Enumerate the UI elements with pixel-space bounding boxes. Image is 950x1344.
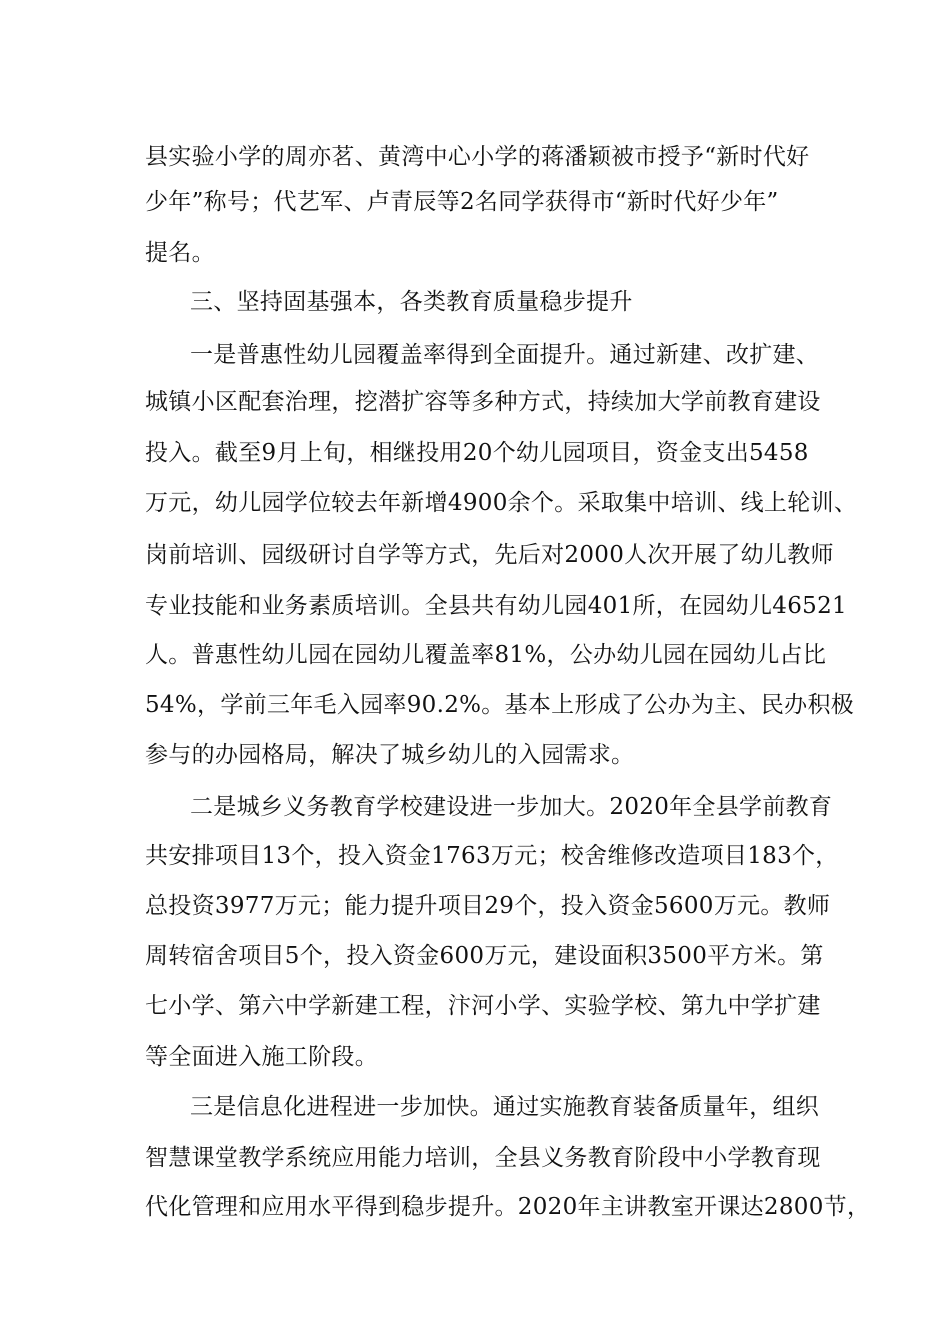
text-line: 七小学、第六中学新建工程，汴河小学、实验学校、第九中学扩建 — [145, 993, 821, 1019]
text-line: 一是普惠性幼儿园覆盖率得到全面提升。通过新建、改扩建、 — [190, 342, 820, 368]
text-line: 万元，幼儿园学位较去年新增4900余个。采取集中培训、线上轮训、 — [145, 490, 858, 516]
text-line: 人。普惠性幼儿园在园幼儿覆盖率81%，公办幼儿园在园幼儿占比 — [145, 642, 827, 668]
text-line: 二是城乡义务教育学校建设进一步加大。2020年全县学前教育 — [190, 794, 833, 820]
section-heading: 三、坚持固基强本，各类教育质量稳步提升 — [190, 289, 633, 315]
text-line: 城镇小区配套治理，挖潜扩容等多种方式，持续加大学前教育建设 — [145, 389, 821, 415]
text-line: 专业技能和业务素质培训。全县共有幼儿园401所，在园幼儿46521 — [145, 593, 847, 619]
text-line: 总投资3977万元；能力提升项目29个，投入资金5600万元。教师 — [145, 893, 831, 919]
text-line: 周转宿舍项目5个，投入资金600万元，建设面积3500平方米。第 — [145, 943, 824, 969]
text-line: 岗前培训、园级研讨自学等方式，先后对2000人次开展了幼儿教师 — [145, 542, 834, 568]
text-line: 代化管理和应用水平得到稳步提升。2020年主讲教室开课达2800节， — [145, 1194, 871, 1220]
text-line: 智慧课堂教学系统应用能力培训，全县义务教育阶段中小学教育现 — [145, 1145, 821, 1171]
text-line: 少年”称号；代艺军、卢青辰等2名同学获得市“新时代好少年” — [145, 189, 779, 215]
text-line: 共安排项目13个，投入资金1763万元；校舍维修改造项目183个， — [145, 843, 839, 869]
text-line: 投入。截至9月上旬，相继投用20个幼儿园项目，资金支出5458 — [145, 440, 809, 466]
text-line: 54%，学前三年毛入园率90.2%。基本上形成了公办为主、民办积极 — [145, 692, 855, 718]
text-line: 参与的办园格局，解决了城乡幼儿的入园需求。 — [145, 742, 635, 768]
text-line: 提名。 — [145, 240, 215, 266]
text-line: 三是信息化进程进一步加快。通过实施教育装备质量年，组织 — [190, 1094, 820, 1120]
text-line: 等全面进入施工阶段。 — [145, 1044, 378, 1070]
text-line: 县实验小学的周亦茗、黄湾中心小学的蒋潘颖被市授予“新时代好 — [145, 144, 810, 170]
